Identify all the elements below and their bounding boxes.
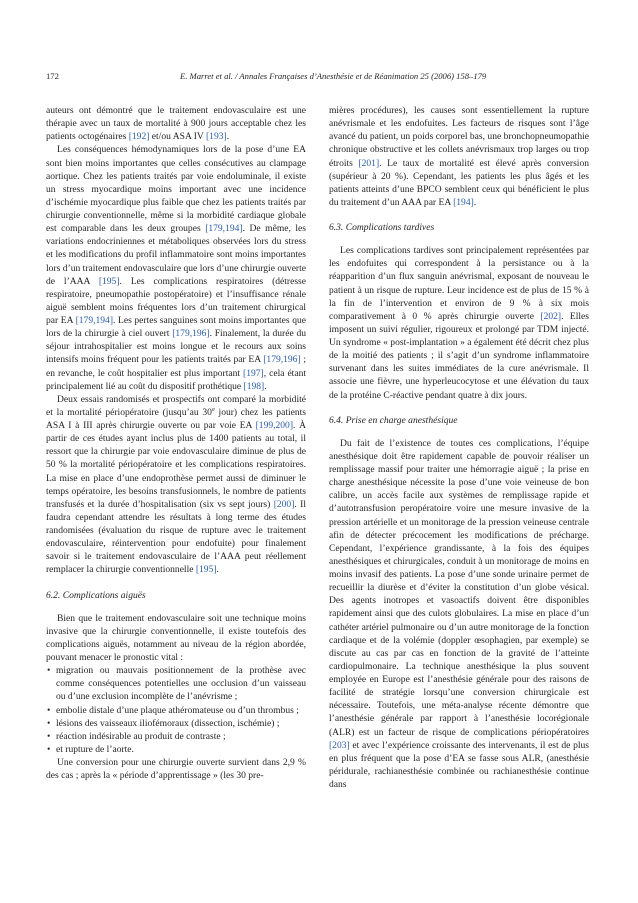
citation-link[interactable]: [195]	[195, 564, 217, 576]
section-heading: 6.4. Prise en charge anesthésique	[329, 414, 458, 426]
citation-link[interactable]: [200]	[273, 498, 295, 510]
list-item: • lésions des vaisseaux iliofémoraux (dissection, ischémie) ;	[47, 717, 280, 729]
paragraph: Deux essais randomisés et prospectifs ont comparé la morbidité et la mortalité périopératoire (jusqu’au 30e jour) chez les patients ASA I à III après chirurgie ouverte ou par voie EA [199,200]. À partir de ces études ayant inclus plus de 1400 patients au total, il ressort que la chirurgie par voie endovasculaire diminue de plus de 50 % la mortalité périopératoire et les complications respiratoires. La mise en place d’une endoprothèse permet aussi de diminuer le temps opératoire, les besoins transfusionnels, le nombre de patients transfusés et la durée d’hospitalisation (six vs sept jours) [200]. Il faudra cependant attendre les résultats à long terme des études randomisées (évaluation du risque de rupture avec le traitement endovasculaire, réintervention pour endofuite) pour finalement savoir si le traitement endovasculaire de l’AAA peut réellement remplacer la chirurgie conventionnelle [195].	[46, 393, 307, 576]
citation-link[interactable]: [197]	[243, 367, 264, 379]
paragraph: Une conversion pour une chirurgie ouverte survient dans 2,9 % des cas ; après la « période d’apprentissage » (les 30 pre-	[46, 757, 306, 782]
citation-link[interactable]: [179,194]	[205, 223, 243, 235]
paragraph: Du fait de l’existence de toutes ces complications, l’équipe anesthésique doit être rapidement capable de pouvoir réaliser un remplissage massif pour traiter une hémorragie aiguë ; la prise en charge anesthésique nécessite la pose d’une voie veineuse de bon calibre, un accès facile aux systèmes de remplissage rapide et d’autotransfusion peropératoire voire une mesure invasive de la pression artérielle et un monitorage de la pression veineuse centrale afin de détecter précocement les modifications de précharge. Cependant, l’expérience grandissante, à la fois des équipes anesthésiques et chirurgicales, conduit à un monitorage de moins en moins invasif des patients. La pose d’une sonde urinaire permet de recueillir la diurèse et d’éviter la constitution d’un globe vésical. Des agents inotropes et vasoactifs doivent être disponibles rapidement ainsi que des culots globulaires. La mise en place d’un cathéter artériel pulmonaire ou d’un autre monitorage de la fonction cardiaque et de la volémie (doppler œsophagien, par exemple) se discute au cas par cas en fonction de la gravité de l’atteinte cardiopulmonaire. La technique anesthésique la plus souvent employée en Europe est l’anesthésie générale pour des raisons de facilité de stratégie lorsqu’une conversion chirurgicale est nécessaire. Toutefois, une méta-analyse récente démontre que l’anesthésie générale par rapport à l’anesthésie locorégionale (ALR) est un facteur de risque de complications périopératoires [203] et avec l’expérience croissante des intervenants, il est de plus en plus fréquent que la pose d’EA se fasse sous ALR, (anesthésie péridurale, rachianesthésie combinée ou rachianesthésie continue dans	[329, 437, 589, 790]
bullet-icon: •	[47, 730, 51, 742]
citation-link[interactable]: [199,200]	[255, 420, 294, 431]
paragraph: mières procédures), les causes sont essentiellement la rupture anévrismale et les endofuites. Les facteurs de risques sont l’âge avancé du patient, un poids corporel bas, une bronchopneumopathie chronique obstructive et les collets anévrismaux trop larges ou trop étroits [201]. Le taux de mortalité est élevé après conversion (supérieur à 20 %). Cependant, les patients les plus âgés et les patients atteints d’une BPCO semblent ceux qui bénéficient le plus du traitement d’un AAA par EA [194].	[329, 105, 589, 208]
citation-link[interactable]: [193]	[206, 131, 227, 143]
citation-link[interactable]: [195]	[98, 275, 120, 287]
paragraph: auteurs ont démontré que le traitement endovasculaire est une thérapie avec un taux de mortalité à 900 jours acceptable chez les patients octogénaires [192] et/ou ASA IV [193].	[46, 105, 306, 143]
citation-link[interactable]: [192]	[128, 131, 150, 143]
citation-link[interactable]: [179,196]	[263, 354, 301, 366]
left-column	[46, 104, 306, 782]
journal-citation: E. Marret et al. / Annales Françaises d’Anesthésie et de Réanimation 25 (2006) 158–179	[180, 71, 487, 81]
running-head	[46, 70, 591, 84]
list-item: • embolie distale d’une plaque athéromateuse ou d’un thrombus ;	[47, 704, 299, 716]
section-heading: 6.3. Complications tardives	[329, 222, 435, 233]
list-item: • et rupture de l’aorte.	[47, 743, 134, 755]
citation-link[interactable]: [194]	[453, 196, 474, 208]
right-column	[329, 104, 589, 791]
bullet-icon: •	[47, 665, 51, 677]
citation-link[interactable]: [201]	[358, 157, 380, 169]
bullet-icon: •	[47, 717, 51, 729]
list-item: • migration ou mauvais positionnement de la prothèse avec comme conséquences potentielles une occlusion d’un vaisseau ou d’une exclusion incomplète de l’anévrisme ;	[47, 665, 306, 703]
paragraph: Les conséquences hémodynamiques lors de la pose d’une EA sont bien moins importantes que celles consécutives au clampage aortique. Chez les patients traités par voie endoluminale, il existe un stress myocardique moins important avec une incidence d’ischémie myocardique plus faible que chez les patients traités par chirurgie conventionnelle, même si la morbidité cardiaque globale est comparable dans les deux groupes [179,194]. De même, les variations endocriniennes et métaboliques observées lors du stress et les modifications du profil inflammatoire sont moins importantes lors d’un traitement endovasculaire que lors d’une chirurgie ouverte de l’AAA [195]. Les complications respiratoires (détresse respiratoire, pneumopathie postopératoire) et l’insuffisance rénale aiguë semblent moins fréquentes lors d’un traitement chirurgical par EA [179,194]. Les pertes sanguines sont moins importantes que lors de la chirurgie à ciel ouvert [179,196]. Finalement, la durée du séjour intrahospitalier est moins longue et le recours aux soins intensifs moins fréquent pour les patients traités par EA [179,196] ; en revanche, le coût hospitalier est plus important [197], cela étant principalement lié au coût du dispositif prothétique [198].	[46, 144, 306, 392]
bullet-list	[46, 664, 306, 756]
citation-link[interactable]: [198]	[243, 380, 265, 392]
bullet-icon: •	[47, 704, 51, 716]
list-item: • réaction indésirable au produit de contraste ;	[47, 730, 226, 742]
section-heading: 6.2. Complications aiguës	[46, 589, 146, 601]
page-number: 172	[46, 71, 59, 81]
citation-link[interactable]: [179,194]	[75, 315, 113, 326]
paragraph: Bien que le traitement endovasculaire soit une technique moins invasive que la chirurgie conventionnelle, il existe toutefois des complications aiguës, notamment au niveau de la région abordée, pouvant menacer le pronostic vital :	[46, 612, 306, 663]
citation-link[interactable]: [202]	[540, 310, 562, 322]
citation-link[interactable]: [203]	[329, 739, 350, 751]
citation-link[interactable]: [179,196]	[172, 328, 210, 340]
bullet-icon: •	[47, 743, 51, 755]
paragraph: Les complications tardives sont principalement représentées par les endofuites qui correspondent à la persistance ou à la réapparition d’un flux sanguin anévrismal, exposant de nouveau le patient à un risque de rupture. Leur incidence est de plus de 15 % à la fin de l’intervention et environ de 9 % à six mois comparativement à 0 % après chirurgie ouverte [202]. Elles imposent un suivi régulier, rigoureux et prolongé par TDM injecté. Un syndrome « post-implantation » a également été décrit chez plus de la moitié des patients ; il s’agit d’un syndrome inflammatoire survenant dans les suites immédiates de la cure anévrismale. Il associe une fièvre, une hyperleucocytose et une élévation du taux de la protéine C-réactive pendant quatre à dix jours.	[329, 245, 589, 401]
